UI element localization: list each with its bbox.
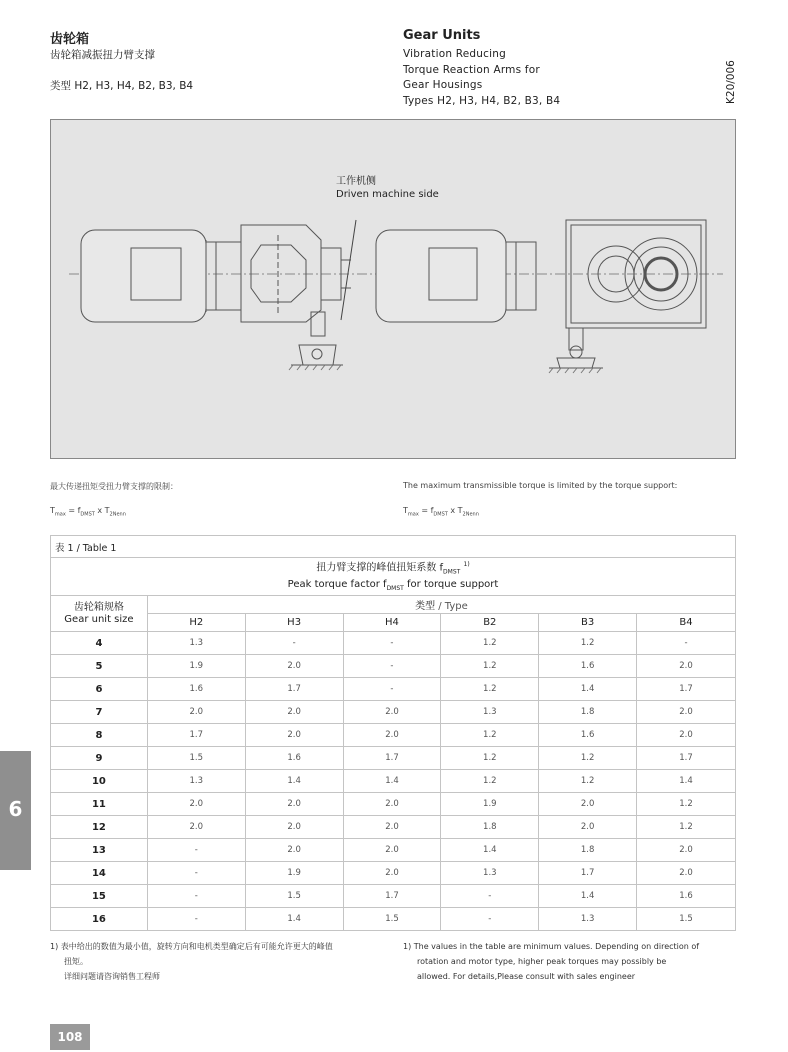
factor-cell: 1.2 bbox=[539, 770, 637, 793]
factor-cell: 1.8 bbox=[441, 816, 539, 839]
factor-cell: 1.2 bbox=[441, 770, 539, 793]
factor-cell: 2.0 bbox=[637, 862, 736, 885]
factor-cell: 1.4 bbox=[637, 770, 736, 793]
factor-cell: 2.0 bbox=[343, 724, 441, 747]
formula-cn: $T_{max} = f_{DMST}$ x $T_{2Nenn}$ bbox=[50, 506, 126, 518]
note-cn: 最大传递扭矩受扭力臂支撑的限制： bbox=[50, 482, 178, 491]
factor-cell: 1.4 bbox=[539, 678, 637, 701]
factor-cell: 1.4 bbox=[245, 770, 343, 793]
factor-cell: 2.0 bbox=[637, 655, 736, 678]
factor-cell: 1.7 bbox=[637, 747, 736, 770]
factor-cell: 1.3 bbox=[147, 770, 245, 793]
gear-size-cell: 14 bbox=[51, 862, 148, 885]
factor-cell: 1.5 bbox=[637, 908, 736, 931]
factor-cell: 1.3 bbox=[441, 701, 539, 724]
factor-cell: 1.6 bbox=[147, 678, 245, 701]
factor-cell: 1.9 bbox=[147, 655, 245, 678]
factor-cell: 1.2 bbox=[441, 678, 539, 701]
factor-cell: 2.0 bbox=[343, 839, 441, 862]
factor-cell: 1.7 bbox=[343, 885, 441, 908]
drawing-label-en: Driven machine side bbox=[336, 189, 439, 200]
gear-size-cell: 12 bbox=[51, 816, 148, 839]
factor-cell: 2.0 bbox=[637, 724, 736, 747]
type-header: B4 bbox=[637, 614, 736, 632]
factor-cell: 1.4 bbox=[245, 908, 343, 931]
factor-cell: 1.3 bbox=[441, 862, 539, 885]
gear-size-cell: 7 bbox=[51, 701, 148, 724]
gear-size-cell: 5 bbox=[51, 655, 148, 678]
factor-cell: - bbox=[637, 632, 736, 655]
factor-cell: 1.6 bbox=[637, 885, 736, 908]
factor-cell: 2.0 bbox=[637, 701, 736, 724]
table-row bbox=[51, 885, 736, 908]
factor-cell: 1.8 bbox=[539, 839, 637, 862]
doc-code: K20/006 bbox=[725, 60, 737, 104]
footnote-cn: 1) 表中给出的数值为最小值，旋转方向和电机类型确定后有可能允许更大的峰值 扭矩。 详细问题请咨询销售工程师 bbox=[50, 942, 333, 981]
factor-cell: 2.0 bbox=[539, 793, 637, 816]
type-column-header: 类型 / Type bbox=[147, 596, 735, 614]
factor-cell: - bbox=[245, 632, 343, 655]
type-header: H3 bbox=[245, 614, 343, 632]
factor-cell: 2.0 bbox=[539, 816, 637, 839]
factor-cell: 1.5 bbox=[147, 747, 245, 770]
note-en: The maximum transmissible torque is limited by the torque support: bbox=[403, 481, 678, 490]
factor-cell: 1.3 bbox=[539, 908, 637, 931]
factor-cell: 1.9 bbox=[441, 793, 539, 816]
factor-cell: 1.3 bbox=[147, 632, 245, 655]
factor-cell: 2.0 bbox=[343, 816, 441, 839]
factor-cell: 1.5 bbox=[245, 885, 343, 908]
factor-cell: 2.0 bbox=[637, 839, 736, 862]
factor-cell: 2.0 bbox=[245, 701, 343, 724]
cn-types: 类型 H2, H3, H4, B2, B3, B4 bbox=[50, 80, 194, 92]
table-caption: 表 1 / Table 1 bbox=[51, 536, 736, 558]
gear-size-cell: 16 bbox=[51, 908, 148, 931]
table-row bbox=[51, 770, 736, 793]
factor-cell: 1.2 bbox=[441, 655, 539, 678]
cn-subtitle: 齿轮箱减振扭力臂支撑 bbox=[50, 49, 155, 61]
gear-size-cell: 11 bbox=[51, 793, 148, 816]
type-header: B3 bbox=[539, 614, 637, 632]
factor-cell: - bbox=[343, 678, 441, 701]
factor-cell: 1.6 bbox=[539, 655, 637, 678]
table-row bbox=[51, 793, 736, 816]
factor-cell: 1.2 bbox=[637, 816, 736, 839]
gear-unit-drawing bbox=[50, 119, 736, 459]
factor-cell: 1.2 bbox=[539, 747, 637, 770]
factor-cell: 2.0 bbox=[245, 793, 343, 816]
cn-title: 齿轮箱 bbox=[50, 32, 90, 47]
factor-cell: - bbox=[343, 632, 441, 655]
factor-cell: 2.0 bbox=[147, 816, 245, 839]
gear-size-cell: 9 bbox=[51, 747, 148, 770]
table-row bbox=[51, 908, 736, 931]
factor-cell: 2.0 bbox=[343, 793, 441, 816]
table-title: 扭力臂支撑的峰值扭矩系数 $f_{DMST}$ $^{1)}$ Peak torque factor $f_{DMST}$ for torque support bbox=[51, 558, 736, 596]
footnote-en: 1) The values in the table are minimum values. Depending on direction of rotation and motor type, higher peak torques may possibly be allowed. For details,Please consult with sales engineer bbox=[403, 942, 700, 981]
table-row bbox=[51, 724, 736, 747]
factor-cell: 1.7 bbox=[539, 862, 637, 885]
en-line: Types H2, H3, H4, B2, B3, B4 bbox=[403, 94, 561, 107]
factor-cell: 1.7 bbox=[637, 678, 736, 701]
factor-cell: 1.5 bbox=[343, 908, 441, 931]
type-header: H4 bbox=[343, 614, 441, 632]
factor-cell: 2.0 bbox=[343, 701, 441, 724]
table-row bbox=[51, 678, 736, 701]
en-line: Gear Housings bbox=[403, 79, 483, 91]
table-row bbox=[51, 816, 736, 839]
table-row bbox=[51, 862, 736, 885]
factor-cell: - bbox=[441, 885, 539, 908]
gear-size-cell: 4 bbox=[51, 632, 148, 655]
factor-cell: - bbox=[147, 885, 245, 908]
en-line: Vibration Reducing bbox=[403, 48, 506, 60]
factor-cell: 2.0 bbox=[245, 655, 343, 678]
factor-cell: 2.0 bbox=[245, 816, 343, 839]
factor-cell: 1.2 bbox=[539, 632, 637, 655]
factor-cell: 1.8 bbox=[539, 701, 637, 724]
factor-cell: - bbox=[147, 839, 245, 862]
technical-drawing-svg bbox=[51, 120, 735, 458]
factor-cell: 1.2 bbox=[441, 747, 539, 770]
en-title: Gear Units bbox=[403, 28, 481, 43]
factor-cell: 2.0 bbox=[343, 862, 441, 885]
factor-cell: 2.0 bbox=[147, 701, 245, 724]
chapter-tab: 6 bbox=[0, 751, 31, 870]
en-line: Torque Reaction Arms for bbox=[403, 63, 540, 76]
gear-size-cell: 15 bbox=[51, 885, 148, 908]
table-row bbox=[51, 632, 736, 655]
factor-cell: - bbox=[147, 908, 245, 931]
factor-cell: 2.0 bbox=[245, 724, 343, 747]
table-row bbox=[51, 839, 736, 862]
size-column-header: 齿轮箱规格 Gear unit size bbox=[51, 596, 148, 632]
factor-cell: - bbox=[147, 862, 245, 885]
factor-cell: - bbox=[441, 908, 539, 931]
table-row bbox=[51, 655, 736, 678]
factor-cell: 1.2 bbox=[441, 724, 539, 747]
factor-cell: 1.6 bbox=[539, 724, 637, 747]
factor-cell: 1.7 bbox=[245, 678, 343, 701]
factor-cell: 1.7 bbox=[147, 724, 245, 747]
factor-cell: 2.0 bbox=[245, 839, 343, 862]
formula-en: $T_{max} = f_{DMST}$ x $T_{2Nenn}$ bbox=[403, 506, 479, 518]
page-number: 108 bbox=[50, 1024, 90, 1050]
factor-cell: 1.6 bbox=[245, 747, 343, 770]
factor-cell: 1.2 bbox=[637, 793, 736, 816]
gear-size-cell: 13 bbox=[51, 839, 148, 862]
factor-cell: 2.0 bbox=[147, 793, 245, 816]
factor-cell: 1.4 bbox=[343, 770, 441, 793]
type-header: B2 bbox=[441, 614, 539, 632]
table-row bbox=[51, 747, 736, 770]
factor-cell: 1.4 bbox=[539, 885, 637, 908]
type-header: H2 bbox=[147, 614, 245, 632]
en-subtitle-block bbox=[403, 47, 560, 109]
table-row bbox=[51, 701, 736, 724]
gear-size-cell: 10 bbox=[51, 770, 148, 793]
factor-cell: 1.2 bbox=[441, 632, 539, 655]
drawing-label-cn: 工作机侧 bbox=[336, 176, 376, 187]
factor-cell: 1.4 bbox=[441, 839, 539, 862]
gear-size-cell: 8 bbox=[51, 724, 148, 747]
factor-cell: 1.7 bbox=[343, 747, 441, 770]
factor-cell: 1.9 bbox=[245, 862, 343, 885]
peak-torque-table bbox=[50, 535, 736, 931]
gear-size-cell: 6 bbox=[51, 678, 148, 701]
factor-cell: - bbox=[343, 655, 441, 678]
